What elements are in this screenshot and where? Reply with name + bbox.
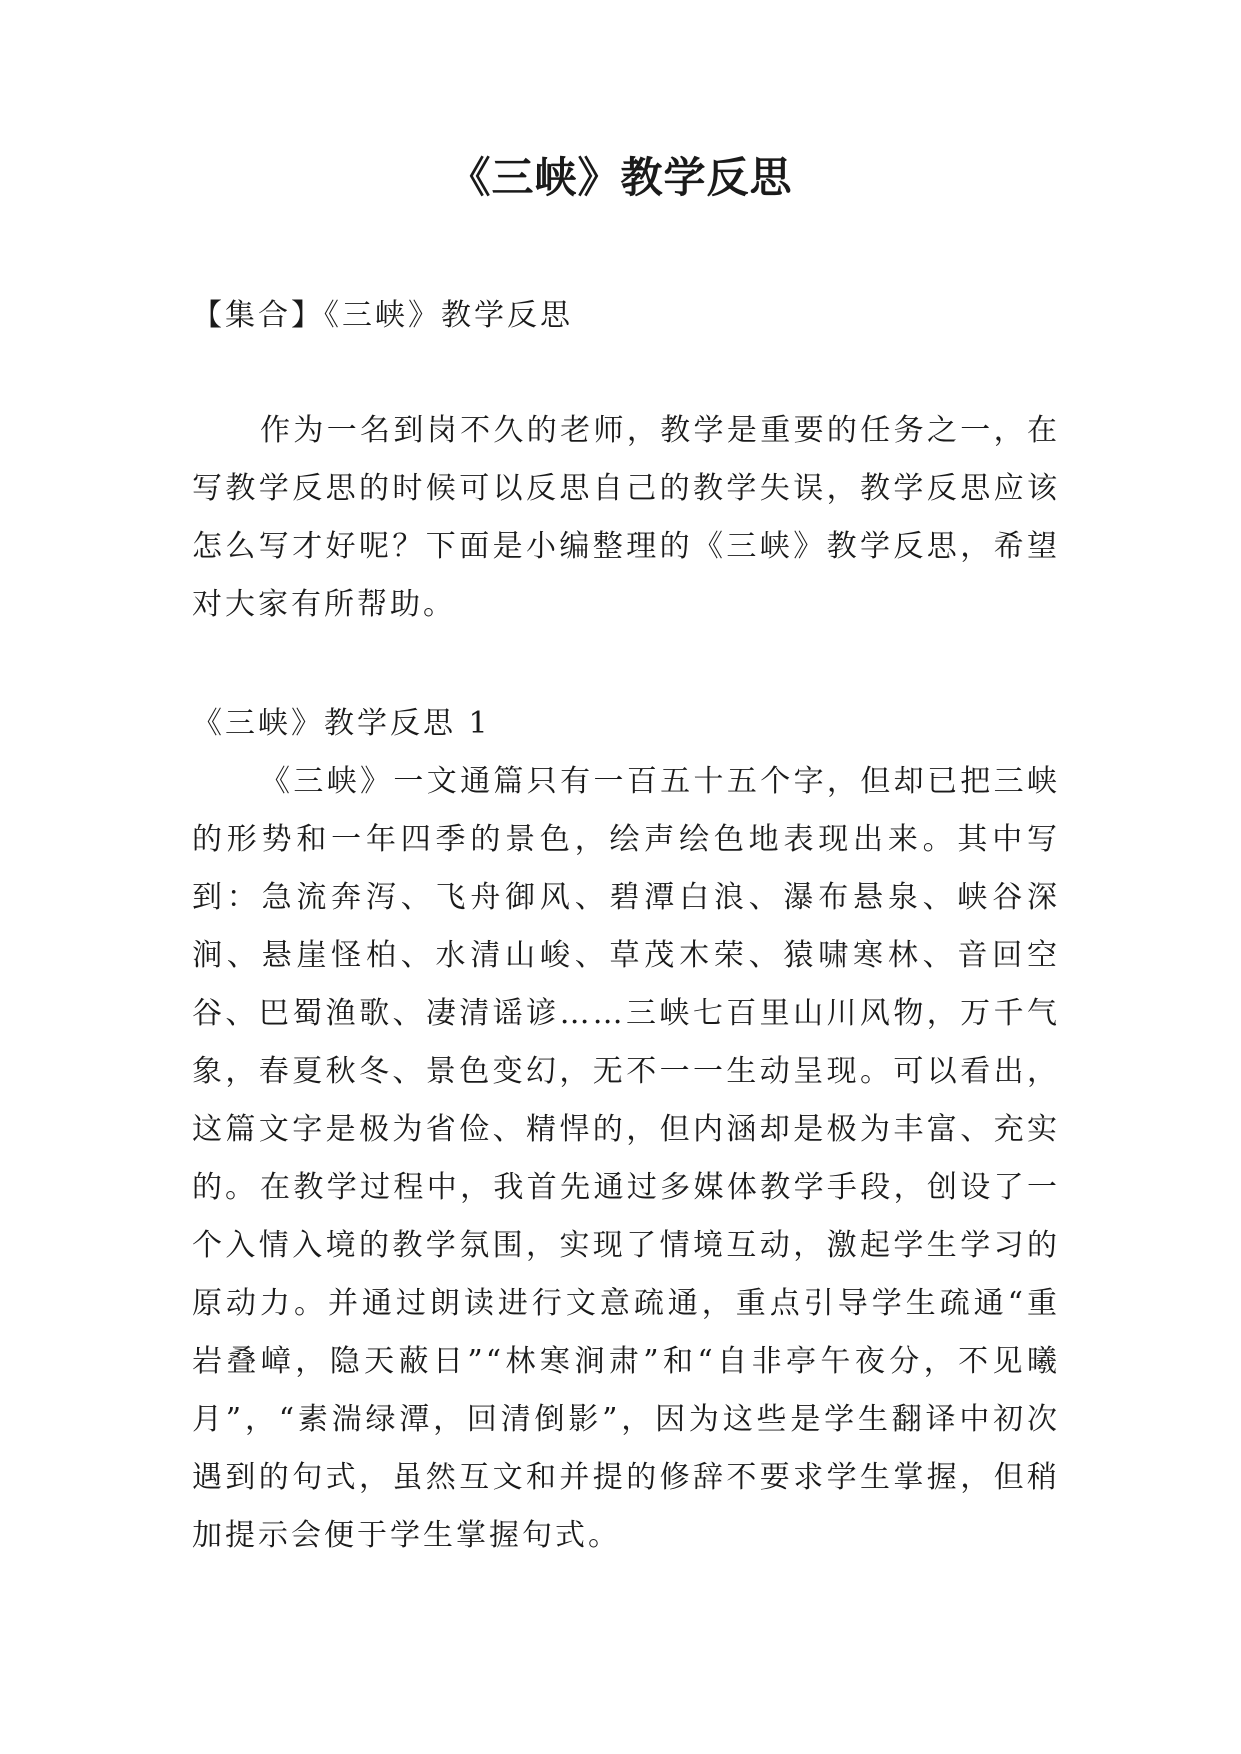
body-paragraph-2: 在教学过程中，我首先通过多媒体教学手段，创设了一个入情入境的教学氛围，实现了情境互动，激起学生学习的原动力。并通过朗读进行文意疏通，重点引导学生疏通“重岩叠嶂，隐天蔽日”“林寒涧肃”和“自非亭午夜分，不见曦月”，“素湍绿潭，回清倒影”，因为这些是学生翻译中初次遇到的句式，虽然互文和并提的修辞不要求学生掌握，但稍加提示会便于学生掌握句式。 [192, 1170, 1060, 1553]
body-paragraph-1: 《三峡》一文通篇只有一百五十五个字，但却已把三峡的形势和一年四季的景色，绘声绘色地表现出来。其中写到：急流奔泻、飞舟御风、碧潭白浪、瀑布悬泉、峡谷深涧、悬崖怪柏、水清山峻、草茂木荣、猿啸寒林、音回空谷、巴蜀渔歌、凄清谣谚……三峡七百里山川风物，万千气象，春夏秋冬、景色变幻，无不一一生动呈现。可以看出，这篇文字是极为省俭、精悍的，但内涵却是极为丰富、充实的。 [192, 764, 1060, 1205]
intro-paragraph: 作为一名到岗不久的老师，教学是重要的任务之一，在写教学反思的时候可以反思自己的教学失误，教学反思应该怎么写才好呢？下面是小编整理的《三峡》教学反思，希望对大家有所帮助。 [192, 413, 1060, 622]
document-title: 《三峡》教学反思 [448, 153, 793, 202]
document-subtitle: 【集合】《三峡》教学反思 [192, 298, 573, 333]
section-heading: 《三峡》教学反思 1 [192, 706, 491, 741]
